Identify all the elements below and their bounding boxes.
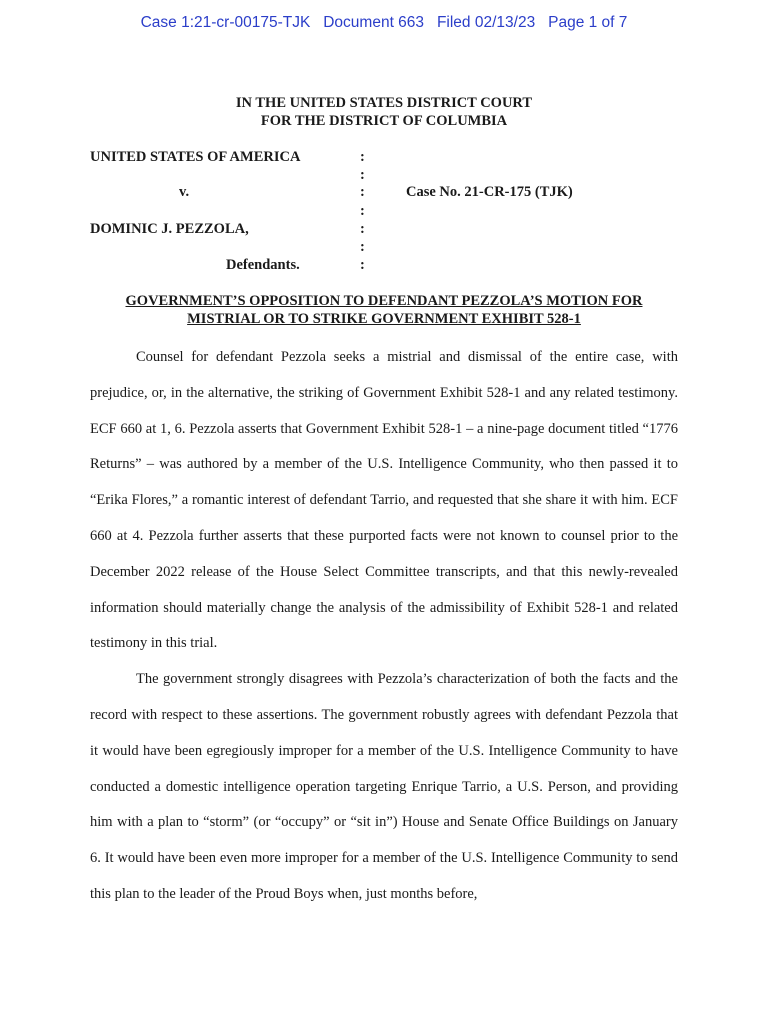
ecf-header-stamp: Case 1:21-cr-00175-TJK Document 663 Filed 02/13/23 Page 1 of 7 (140, 14, 628, 31)
court-line-1: IN THE UNITED STATES DISTRICT COURT (235, 95, 533, 111)
caption-colon: : (360, 203, 365, 219)
caption-colon: : (360, 167, 365, 183)
caption-colon: : (360, 257, 365, 273)
body-text (90, 340, 678, 913)
document-title (90, 292, 678, 328)
caption-colon: : (360, 221, 365, 237)
paragraph: The government strongly disagrees with Pezzola’s characterization of both the facts and the record with respect to these assertions. The government robustly agrees with defendant Pezzola that it would have been egregiously improper for a member of the U.S. Intelligence Community to have conducted a domestic intelligence operation targeting Enrique Tarrio, a U.S. Person, and providing him with a plan to “storm” (or “occupy” or “sit in”) House and Senate Office Buildings on January 6. It would have been even more improper for a member of the U.S. Intelligence Community to send this plan to the leader of the Proud Boys when, just months before, (90, 671, 678, 902)
court-line-2: FOR THE DISTRICT OF COLUMBIA (260, 113, 508, 129)
case-number: Case No. 21-CR-175 (TJK) (406, 184, 573, 200)
defendant-name: DOMINIC J. PEZZOLA, (90, 221, 249, 237)
caption-colon: : (360, 149, 365, 165)
document-title-line-1: GOVERNMENT’S OPPOSITION TO DEFENDANT PEZZOLA’S MOTION FOR (125, 293, 643, 309)
plaintiff-name: UNITED STATES OF AMERICA (90, 149, 301, 165)
defendants-label: Defendants. (226, 257, 300, 273)
caption-colon: : (360, 239, 365, 255)
document-title-line-2: MISTRIAL OR TO STRIKE GOVERNMENT EXHIBIT 528-1 (187, 311, 581, 327)
case-caption (0, 0, 768, 280)
versus-label: v. (179, 184, 190, 200)
paragraph: Counsel for defendant Pezzola seeks a mistrial and dismissal of the entire case, with prejudice, or, in the alternative, the striking of Government Exhibit 528-1 and any related testimony. ECF 660 at 1, 6. Pezzola asserts that Government Exhibit 528-1 – a nine-page document titled “1776 Returns” – was authored by a member of the U.S. Intelligence Community, who then passed it to “Erika Flores,” a romantic interest of defendant Tarrio, and requested that she share it with him. ECF 660 at 4. Pezzola further asserts that these purported facts were not known to counsel prior to the December 2022 release of the House Select Committee transcripts, and that this newly-revealed information should materially change the analysis of the admissibility of Exhibit 528-1 and related testimony in this trial. (90, 349, 678, 652)
caption-colon: : (360, 184, 365, 200)
